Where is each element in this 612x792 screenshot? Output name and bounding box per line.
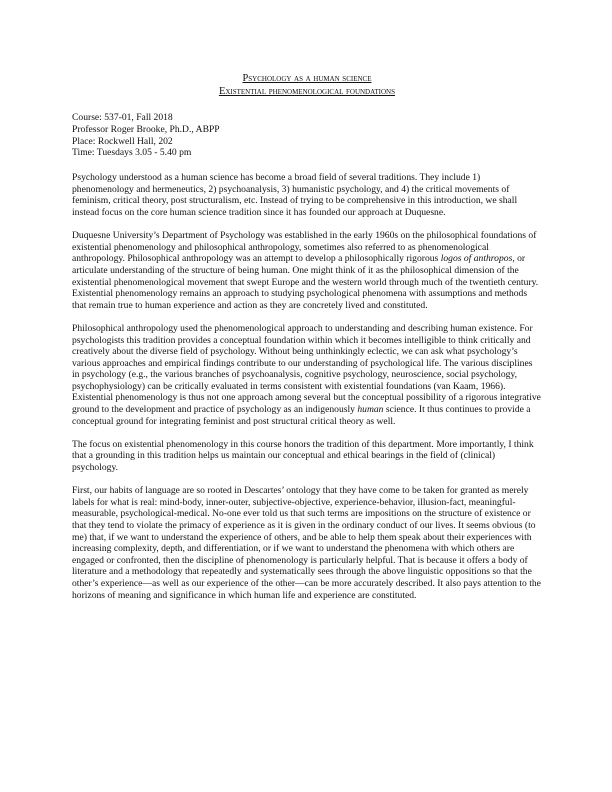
course-place: Place: Rockwell Hall, 202 bbox=[72, 135, 173, 147]
paragraph-3-text-b: science. It thus continues to provide a conceptual ground for integrating feminist and post structural critical theory as well. bbox=[72, 404, 531, 427]
term-anthropos: anthropos bbox=[473, 253, 513, 265]
course-number: Course: 537-01, Fall 2018 bbox=[72, 112, 173, 123]
course-time: Time: Tuesdays 3.05 - 5.40 pm bbox=[72, 147, 192, 159]
course-info bbox=[72, 112, 542, 159]
professor-name: Professor Roger Brooke, Ph.D., ABPP bbox=[72, 123, 220, 135]
paragraph-2-text-a: Duquesne University’s Department of Psychology was established in the early 1960s on the philosophical foundations of existential phenomenology and philosophical anthropology, sometimes also referred to as phenomenological anthropology. Philosophical anthropology was an attempt to develop a philosophically rigorous bbox=[72, 230, 537, 265]
document-body bbox=[72, 172, 542, 601]
paragraph-2-text-b: , or articulate understanding of the structure of being human. One might think of it as the philosophical dimension of the existential phenomenological movement that swept Europe and the western world through much of the twentieth century. Existential phenomenology remains an approach to studying psychological phenomena with assumptions and methods that remain true to human experience and action as they are concretely lived and constituted. bbox=[72, 253, 539, 311]
term-of: of bbox=[461, 253, 474, 265]
paragraph-3 bbox=[72, 323, 542, 427]
title-line-2: Existential phenomenological foundations bbox=[218, 86, 396, 97]
paragraph-4: The focus on existential phenomenology in this course honors the tradition of this department. More importantly, I think that a grounding in this tradition helps us maintain our conceptual and ethical bearings in the field of (clinical) psychology. bbox=[72, 438, 534, 474]
term-logos: logos bbox=[440, 253, 462, 265]
paragraph-5: First, our habits of language are so rooted in Descartes’ ontology that they have come to be taken for granted as merely labels for what is real: mind-body, inner-outer, subjective-objective, experience-behavior, illusion-fact, meaningful-measurable, psychological-medical. No-one ever told us that such terms are impositions on the structure of existence or that they tend to violate the primacy of experience as it is given in the ordinary conduct of our lives. It seems obvious (to me) that, if we want to understand the experience of others, and be able to help them speak about their experiences with increasing complexity, depth, and differentiation, or if we want to understand the phenomena with which others are engaged or confronted, then the discipline of phenomenology is particularly helpful. That is because it offers a body of literature and a methodology that repeatedly and systematically sees through the above linguistic oppositions so that the other’s experience—as well as our experience of the other—can be more accurately described. It also pays attention to the horizons of meaning and significance in which human life and experience are constituted. bbox=[72, 485, 541, 601]
term-human: human bbox=[357, 404, 384, 416]
paragraph-1: Psychology understood as a human science has become a broad field of several traditions. They include 1) phenomenology and hermeneutics, 2) psychoanalysis, 3) humanistic psychology, and 4) the critical movements of feminism, critical theory, post structuralism, etc. Instead of trying to be comprehensive in this introduction, we shall instead focus on the core human science tradition since it has founded our approach at Duquesne. bbox=[72, 172, 518, 218]
document-page bbox=[72, 72, 542, 613]
title-line-1: Psychology as a human science bbox=[242, 73, 372, 84]
paragraph-2 bbox=[72, 230, 542, 311]
paragraph-3-text-a: Philosophical anthropology used the phenomenological approach to understanding and describing human existence. For psychologists this tradition provides a conceptual foundation within which it becomes intelligible to think critically and creatively about the diverse field of psychology. Without being unthinkingly eclectic, we can ask what psychology’s various approaches and empirical findings contribute to our understanding of psychological life. The various disciplines in psychology (e.g., the various branches of psychoanalysis, cognitive psychology, neuroscience, social psychology, psychophysiology) can be critically evaluated in terms consistent with existential foundations (van Kaam, 1966). Existential phenomenology is thus not one approach among several but the conceptual possibility of a rigorous integrative ground to the development and practice of psychology as an indigenously bbox=[72, 322, 541, 416]
